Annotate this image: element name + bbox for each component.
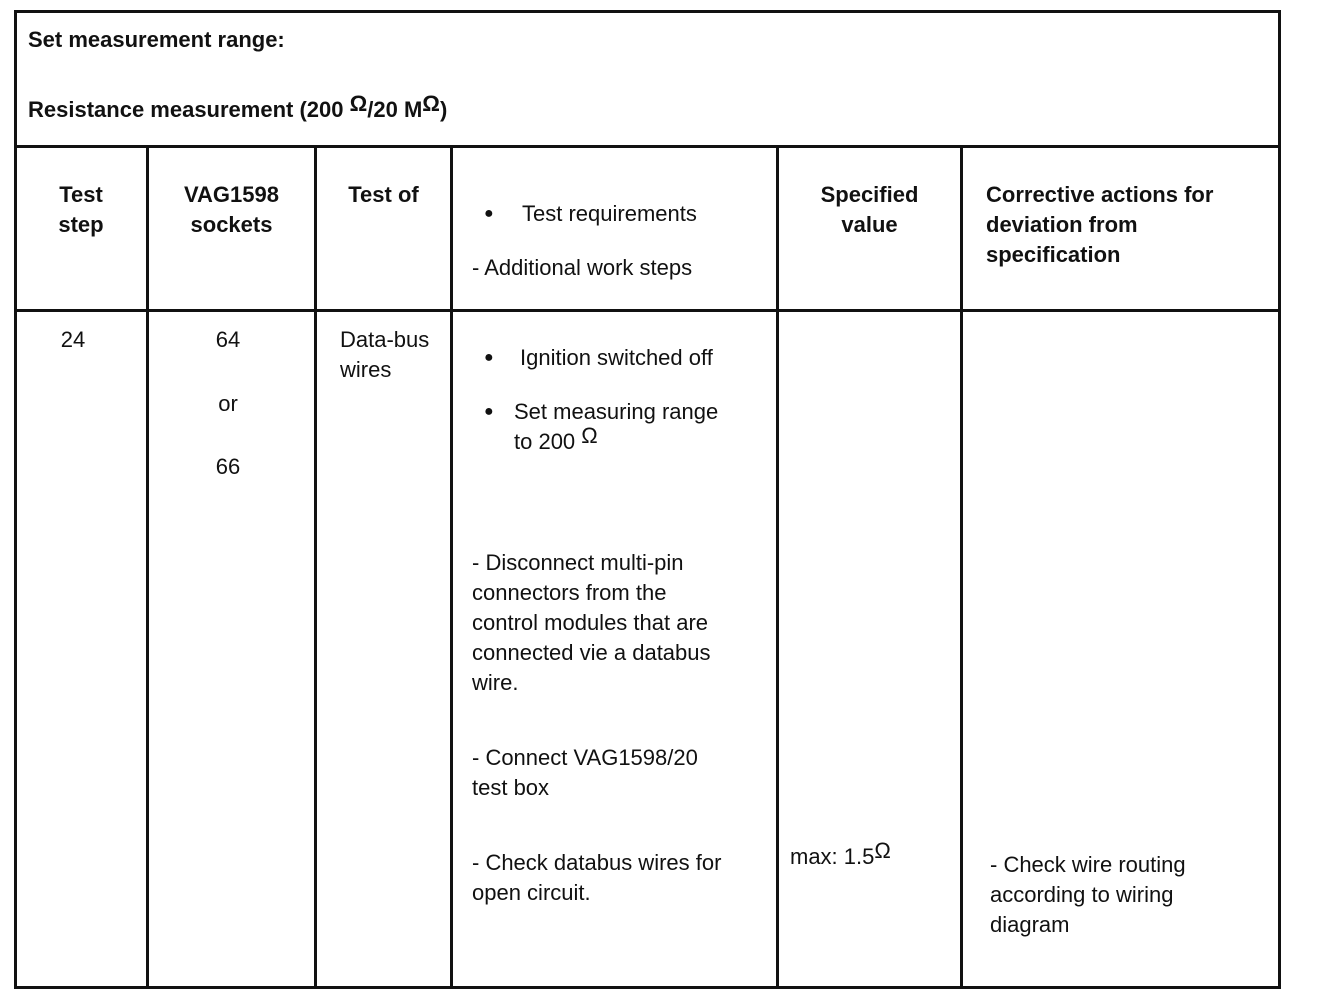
header-corrective-actions: Corrective actions for deviation from specification	[986, 182, 1214, 267]
requirement-measuring-range: Set measuring range to 200 Ω	[514, 399, 719, 454]
header-sockets: VAG1598 sockets	[184, 182, 279, 237]
bullet-icon: ●	[484, 205, 494, 222]
bullet-icon: ●	[484, 403, 494, 420]
step-check: - Check databus wires for open circuit.	[472, 850, 722, 905]
requirement-ignition: Ignition switched off	[520, 345, 713, 370]
column-divider-4	[776, 146, 779, 989]
ohm-symbol: Ω	[422, 91, 440, 116]
ohm-symbol: Ω	[581, 423, 598, 448]
step-number: 24	[60, 327, 86, 352]
column-header-divider	[14, 309, 1281, 312]
corrective-action: - Check wire routing according to wiring diagram	[990, 852, 1186, 937]
header-test-requirements: Test requirements	[522, 201, 697, 226]
resistance-measurement-line: Resistance measurement (200 Ω/20 MΩ)	[28, 91, 448, 122]
column-divider-1	[146, 146, 149, 989]
bullet-icon: ●	[484, 349, 494, 366]
column-divider-2	[314, 146, 317, 989]
step-disconnect: - Disconnect multi-pin connectors from the control modules that are connected vie a databus wire.	[472, 550, 711, 695]
spec-value: max: 1.5Ω	[790, 838, 891, 869]
step-connect: - Connect VAG1598/20 test box	[472, 745, 698, 800]
header-specified-value: Specified value	[820, 182, 919, 237]
measurement-range-title: Set measurement range:	[28, 27, 285, 52]
socket-b: 66	[215, 454, 241, 479]
header-divider	[14, 145, 1281, 148]
column-divider-5	[960, 146, 963, 989]
column-divider-3	[450, 146, 453, 989]
socket-or: or	[218, 391, 238, 416]
header-test-step: Test step	[58, 182, 104, 237]
table-frame	[14, 10, 1281, 989]
header-test-of: Test of	[348, 182, 419, 207]
socket-a: 64	[215, 327, 241, 352]
test-of-value: Data-bus wires	[340, 327, 430, 382]
ohm-symbol: Ω	[349, 91, 368, 116]
header-additional-steps: - Additional work steps	[472, 255, 693, 280]
ohm-symbol: Ω	[874, 838, 891, 863]
